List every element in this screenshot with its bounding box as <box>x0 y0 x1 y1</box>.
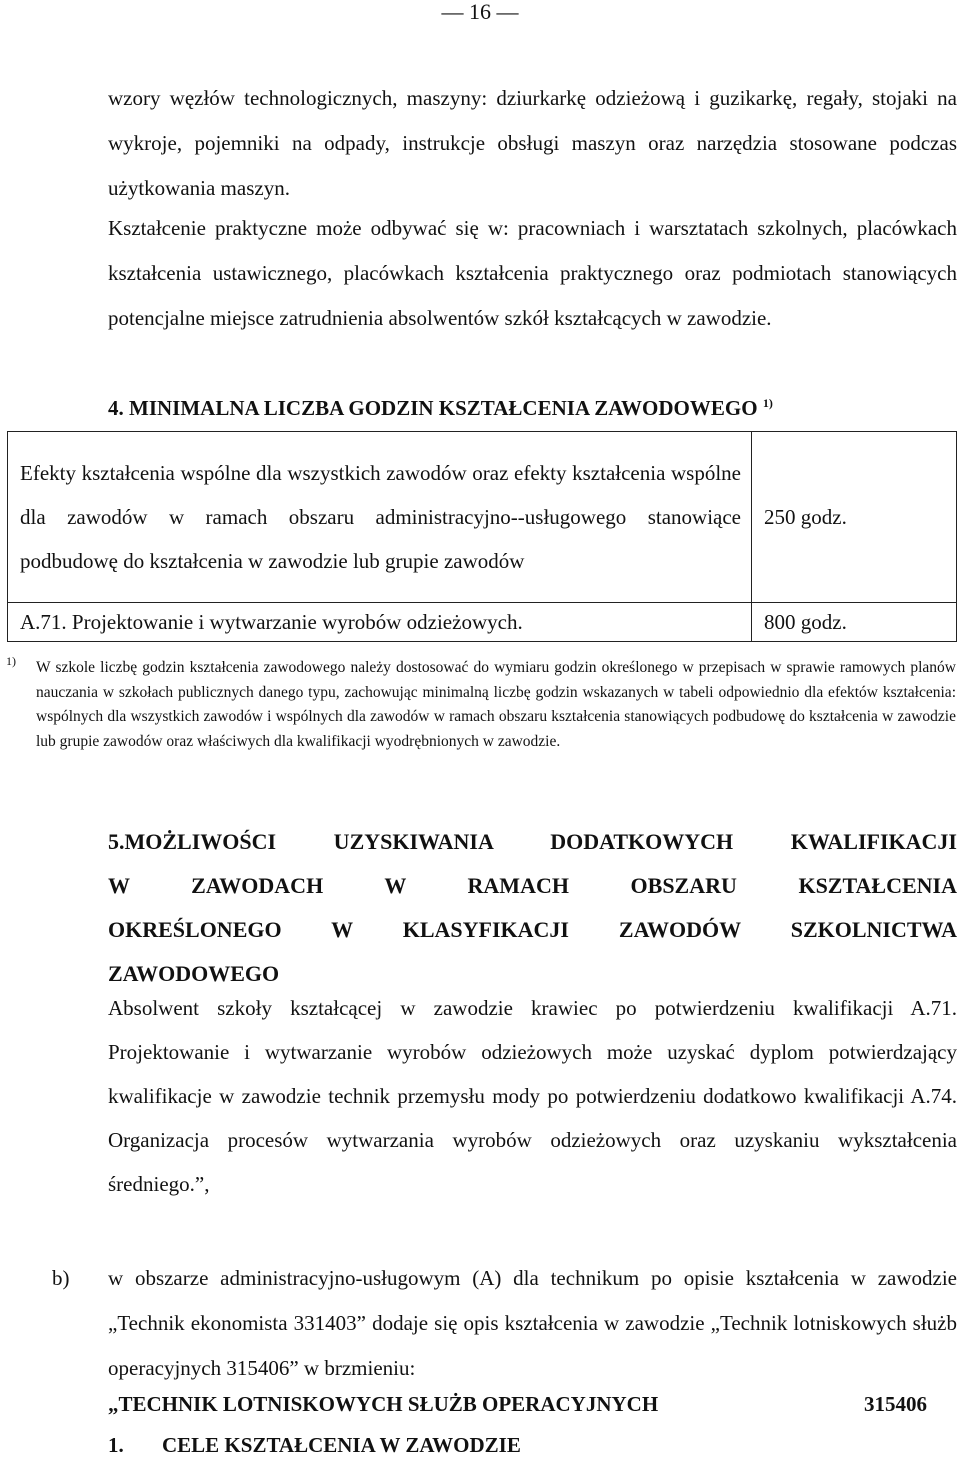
hours-table <box>7 431 957 642</box>
table-row <box>8 432 957 603</box>
section-5-title-line <box>108 820 957 864</box>
row-2-label: A.71. Projektowanie i wytwarzanie wyrobów odzieżowych. <box>20 609 523 634</box>
row-2-hours: 800 godz. <box>764 609 847 634</box>
paragraph-practical-training: Kształcenie praktyczne może odbywać się w: pracowniach i warsztatach szkolnych, placówkach kształcenia ustawicznego, placówkach kształcenia praktycznego oraz podmiotach stanowiących potencjalne miejsce zatrudnienia absolwentów szkół kształcących w zawodzie. <box>108 216 957 330</box>
section-4-footnote-ref: 1) <box>762 396 773 410</box>
item-b-text: w obszarze administracyjno-usługowym (A) dla technikum po opisie kształcenia w zawodzie „Technik ekonomista 331403” dodaje się opis kształcenia w zawodzie „Technik lotniskowych służb operacyjnych 315406” w brzmieniu: <box>108 1266 957 1380</box>
section-5-title-line-2: W ZAWODACH W RAMACH OBSZARU KSZTAŁCENIA <box>108 873 957 898</box>
section-4-title: MINIMALNA LICZBA GODZIN KSZTAŁCENIA ZAWODOWEGO <box>129 396 758 420</box>
occupation-heading: „TECHNIK LOTNISKOWYCH SŁUŻB OPERACYJNYCH <box>108 1392 659 1416</box>
table-cell-label <box>8 432 752 603</box>
subsection-1-title: CELE KSZTAŁCENIA W ZAWODZIE <box>162 1433 521 1457</box>
subsection-1-number: 1. <box>108 1433 124 1457</box>
footnote-text: W szkole liczbę godzin kształcenia zawodowego należy dostosować do wymiaru godzin określonego w przepisach w sprawie ramowych planów nauczania w szkołach publicznych danego typu, zachowując minimalną liczbę godzin wskazanych w tabeli odpowiednio dla efektów kształcenia: wspólnych dla wszystkich zawodów i wspólnych dla zawodów w ramach obszaru kształcenia stanowiących podbudowę do kształcenia w zawodzie lub grupie zawodów oraz właściwych dla kwalifikacji wyodrębnionych w zawodzie. <box>36 659 956 750</box>
section-5-number: 5. <box>108 829 125 854</box>
occupation-code: 315406 <box>864 1392 927 1416</box>
footnote-mark: 1) <box>6 654 16 668</box>
section-5-title-line-1: MOŻLIWOŚCI UZYSKIWANIA DODATKOWYCH KWALIFIKACJI <box>124 829 957 854</box>
section-4-number: 4. <box>108 396 124 420</box>
table-cell-hours <box>752 603 957 642</box>
section-5-heading <box>108 820 957 996</box>
paragraph-equipment: wzory węzłów technologicznych, maszyny: dziurkarkę odzieżową i guzikarkę, regały, stojaki na wykroje, pojemniki na odpady, instrukcje obsługi maszyn oraz narzędzia stosowane podczas użytkowania maszyn. <box>108 86 957 200</box>
section-5-title-line-3: OKREŚLONEGO W KLASYFIKACJI ZAWODÓW SZKOLNICTWA <box>108 917 957 942</box>
table-cell-hours <box>752 432 957 603</box>
section-4-heading <box>108 388 773 423</box>
section-5-body: Absolwent szkoły kształcącej w zawodzie krawiec po potwierdzeniu kwalifikacji A.71. Projektowanie i wytwarzanie wyrobów odzieżowych może uzyskać dyplom potwierdzający kwalifikacje w zawodzie technik przemysłu mody po potwierdzeniu dodatkowo kwalifikacji A.74. Organizacja procesów wytwarzania wyrobów odzieżowych oraz uzyskaniu wykształcenia średniego.”, <box>108 996 957 1196</box>
item-b-marker: b) <box>52 1266 70 1290</box>
row-1-label: Efekty kształcenia wspólne dla wszystkich zawodów oraz efekty kształcenia wspólne dla zawodów w ramach obszaru administracyjno--usługowego stanowiące podbudowę do kształcenia w zawodzie lub grupie zawodów <box>20 461 741 573</box>
page-number: — 16 — <box>441 0 519 24</box>
table-row <box>8 603 957 642</box>
section-5-title-line-4: ZAWODOWEGO <box>108 961 280 986</box>
table-cell-label <box>8 603 752 642</box>
row-1-hours: 250 godz. <box>764 504 847 529</box>
